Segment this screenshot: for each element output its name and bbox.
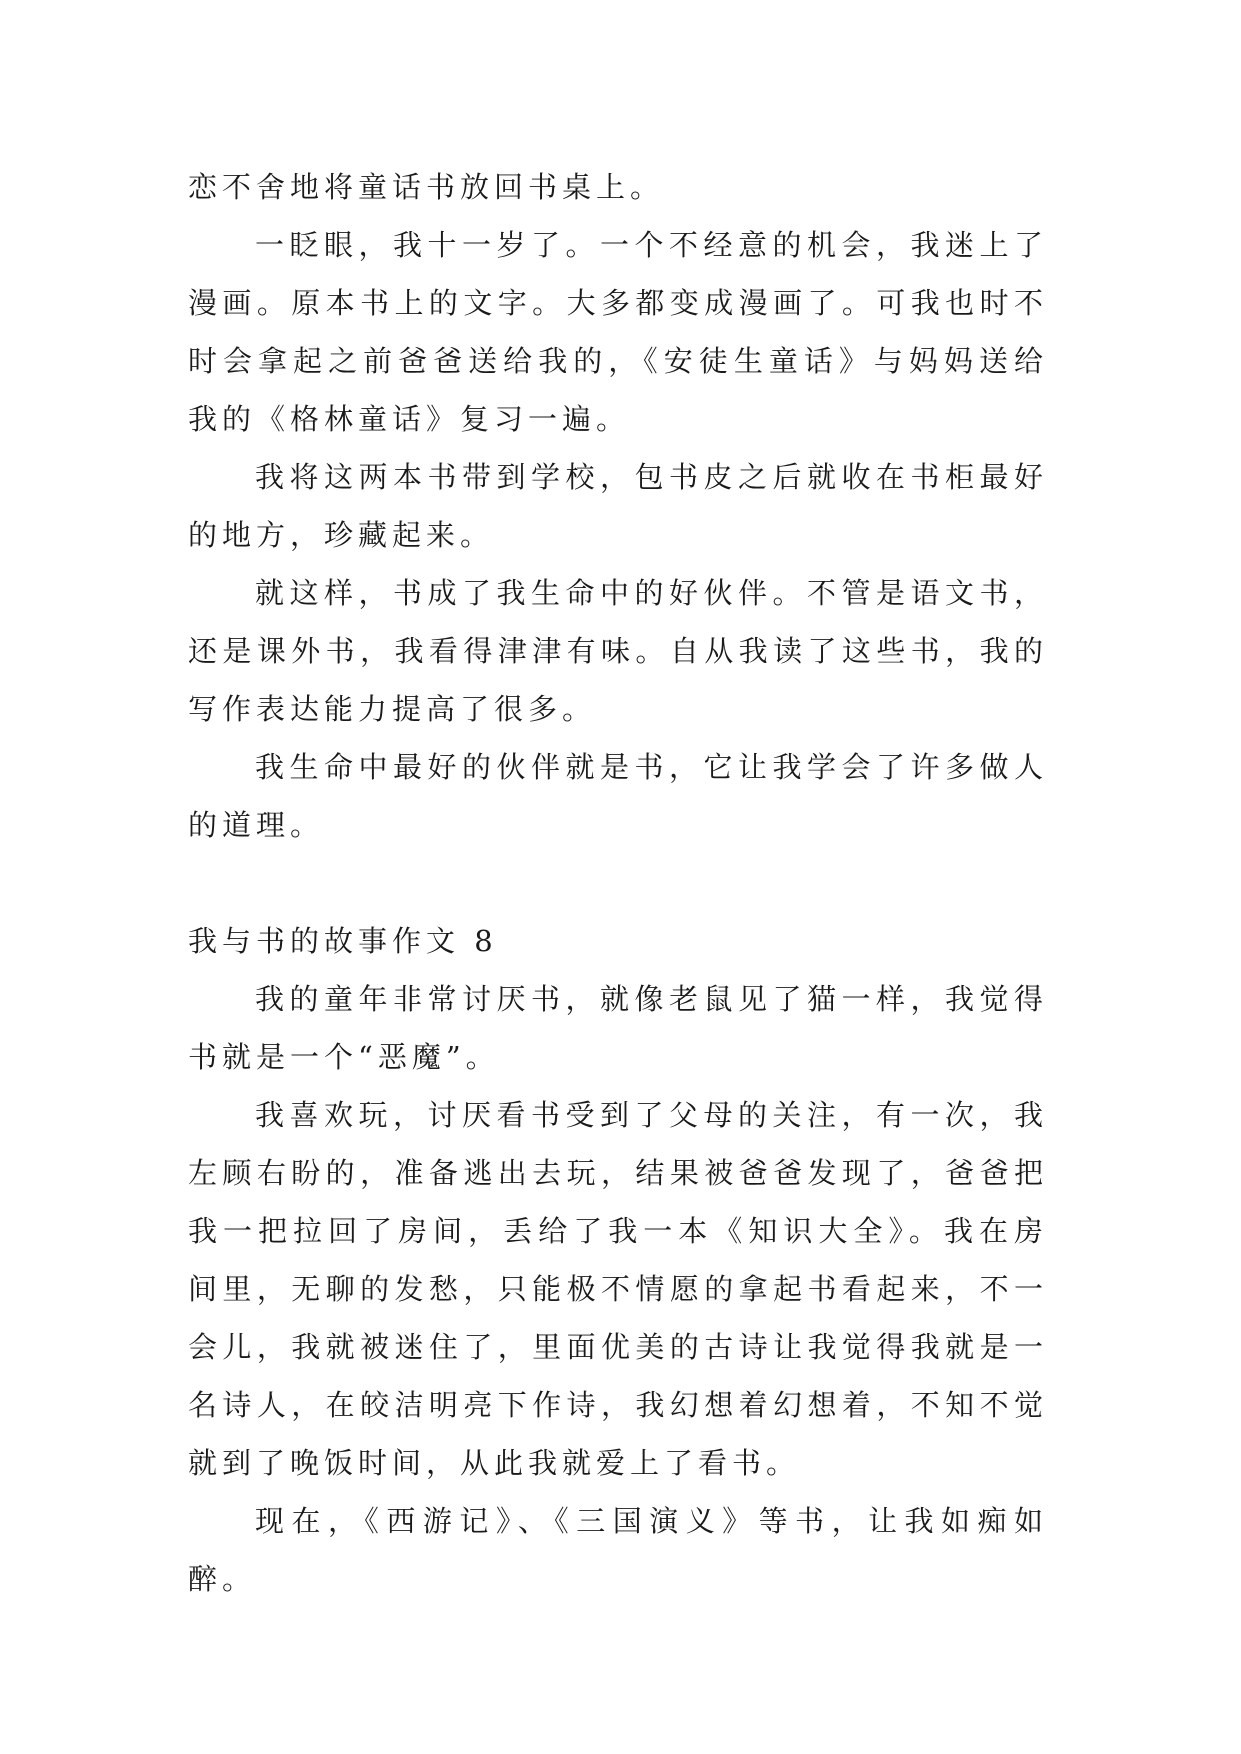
paragraph: 一眨眼，我十一岁了。一个不经意的机会，我迷上了漫画。原本书上的文字。大多都变成漫画了。可我也时不时会拿起之前爸爸送给我的，《安徒生童话》与妈妈送给我的《格林童话》复习一遍。 <box>188 228 1048 436</box>
paragraph: 我将这两本书带到学校，包书皮之后就收在书柜最好的地方，珍藏起来。 <box>188 460 1048 552</box>
paragraph: 我生命中最好的伙伴就是书，它让我学会了许多做人的道理。 <box>188 750 1048 842</box>
section-title: 我与书的故事作文 8 <box>188 924 498 958</box>
paragraph: 就这样，书成了我生命中的好伙伴。不管是语文书，还是课外书，我看得津津有味。自从我读了这些书，我的写作表达能力提高了很多。 <box>188 576 1048 726</box>
section-spacer <box>188 854 1048 912</box>
paragraph: 我的童年非常讨厌书，就像老鼠见了猫一样，我觉得书就是一个“恶魔”。 <box>188 982 1048 1074</box>
paragraph: 我喜欢玩，讨厌看书受到了父母的关注，有一次，我左顾右盼的，准备逃出去玩，结果被爸爸发现了，爸爸把我一把拉回了房间，丢给了我一本《知识大全》。我在房间里，无聊的发愁，只能极不情愿的拿起书看起来，不一会儿，我就被迷住了，里面优美的古诗让我觉得我就是一名诗人，在皎洁明亮下作诗，我幻想着幻想着，不知不觉就到了晚饭时间，从此我就爱上了看书。 <box>188 1098 1048 1480</box>
document-body <box>188 158 1048 1608</box>
paragraph-continued: 恋不舍地将童话书放回书桌上。 <box>188 170 665 204</box>
paragraph: 现在，《西游记》、《三国演义》等书，让我如痴如醉。 <box>188 1504 1048 1596</box>
